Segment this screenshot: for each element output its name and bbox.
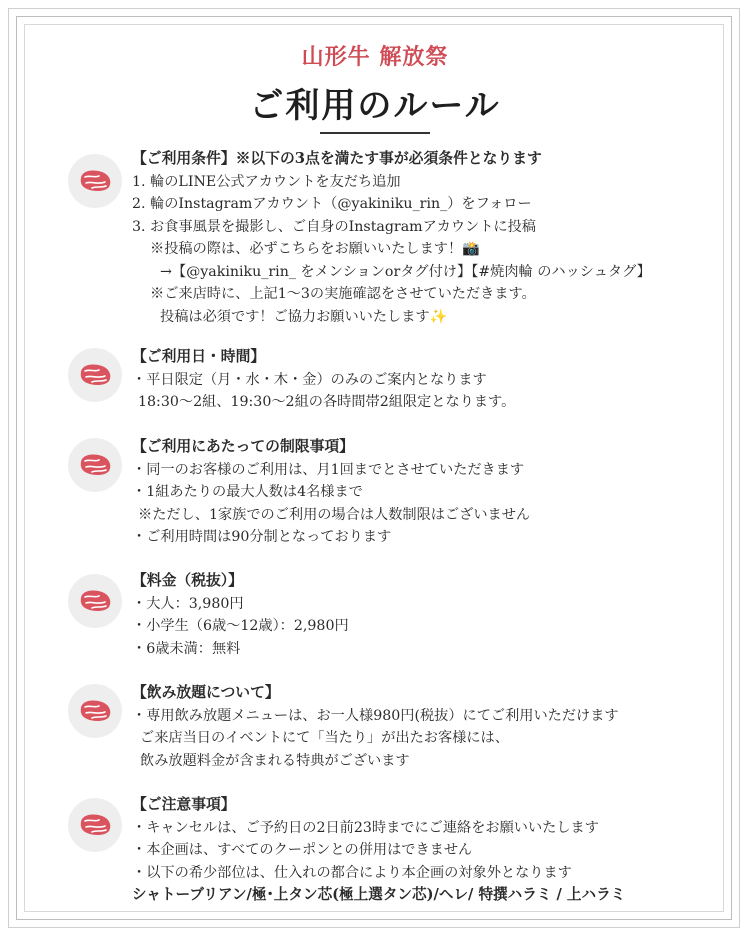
section-heading: 【ご注意事項】 xyxy=(132,796,236,813)
condition-note: ※ご来店時に、上記1〜3の実施確認をさせていただきます。 xyxy=(150,286,536,302)
section-heading: 【ご利用日・時間】 xyxy=(132,348,266,365)
price-item: ・6歳未満：無料 xyxy=(132,640,241,657)
section-heading: 【ご利用条件】※以下の3点を満たす事が必須条件となります xyxy=(132,150,542,167)
meat-icon xyxy=(68,798,122,852)
section-dates xyxy=(0,346,750,416)
meat-icon xyxy=(68,348,122,402)
excluded-cuts: シャトーブリアン/極･上タン芯(極上選タン芯)/ヘレ/ 特撰ハラミ / 上ハラミ xyxy=(132,886,626,903)
section-restrictions xyxy=(0,436,750,546)
list-item: ・ご利用時間は90分制となっております xyxy=(132,529,392,545)
list-item: ・同一のお客様のご利用は、月1回までとさせていただきます xyxy=(132,461,525,478)
meat-icon xyxy=(68,574,122,628)
section-prices xyxy=(0,570,750,660)
section-heading: 【飲み放題について】 xyxy=(132,684,280,701)
meat-icon xyxy=(68,154,122,208)
section-drinks xyxy=(0,682,750,772)
section-notes xyxy=(0,794,750,906)
condition-item: 1. 輪のLINE公式アカウントを友だち追加 xyxy=(132,173,401,190)
list-item: ・平日限定（月・水・木・金）のみのご案内となります xyxy=(132,371,487,388)
page-title: ご利用のルール xyxy=(249,86,501,126)
section-conditions xyxy=(0,148,750,338)
price-item: ・大人：3,980円 xyxy=(132,595,244,612)
section-heading: 【ご利用にあたっての制限事項】 xyxy=(132,438,354,455)
section-heading: 【料金（税抜）】 xyxy=(132,572,243,589)
list-item: 18:30〜2組、19:30〜2組の各時間帯2組限定となります。 xyxy=(138,394,516,410)
list-item: ・本企画は、すべてのクーポンとの併用はできません xyxy=(132,842,473,858)
condition-note: →【@yakiniku_rin_ をメンションorタグ付け】【#焼肉輪 のハッシュタグ】 xyxy=(160,263,651,280)
price-item: ・小学生（6歳〜12歳）：2,980円 xyxy=(132,618,349,634)
condition-item: 3. お食事風景を撮影し、ご自身のInstagramアカウントに投稿 xyxy=(132,218,536,235)
list-item: ・キャンセルは、ご予約日の2日前23時までにご連絡をお願いいたします xyxy=(132,819,599,836)
condition-note: 投稿は必須です！ご協力お願いいたします✨ xyxy=(160,308,448,325)
event-subtitle: 山形牛 解放祭 xyxy=(301,44,449,70)
list-item: ・1組あたりの最大人数は4名様まで xyxy=(132,484,363,500)
meat-icon xyxy=(68,438,122,492)
meat-icon xyxy=(68,684,122,738)
condition-item: 2. 輪のInstagramアカウント（@yakiniku_rin_）をフォロー xyxy=(132,196,532,212)
list-item: ※ただし、1家族でのご利用の場合は人数制限はございません xyxy=(138,506,531,523)
list-item: ・以下の希少部位は、仕入れの都合により本企画の対象外となります xyxy=(132,864,572,881)
list-item: ご来店当日のイベントにて「当たり」が出たお客様には、 xyxy=(140,730,509,746)
list-item: 飲み放題料金が含まれる特典がございます xyxy=(140,752,410,769)
condition-note: ※投稿の際は、必ずこちらをお願いいたします！📸 xyxy=(150,241,480,257)
list-item: ・専用飲み放題メニューは、お一人様980円(税抜）にてご利用いただけます xyxy=(132,707,619,724)
title-underline xyxy=(320,132,430,134)
